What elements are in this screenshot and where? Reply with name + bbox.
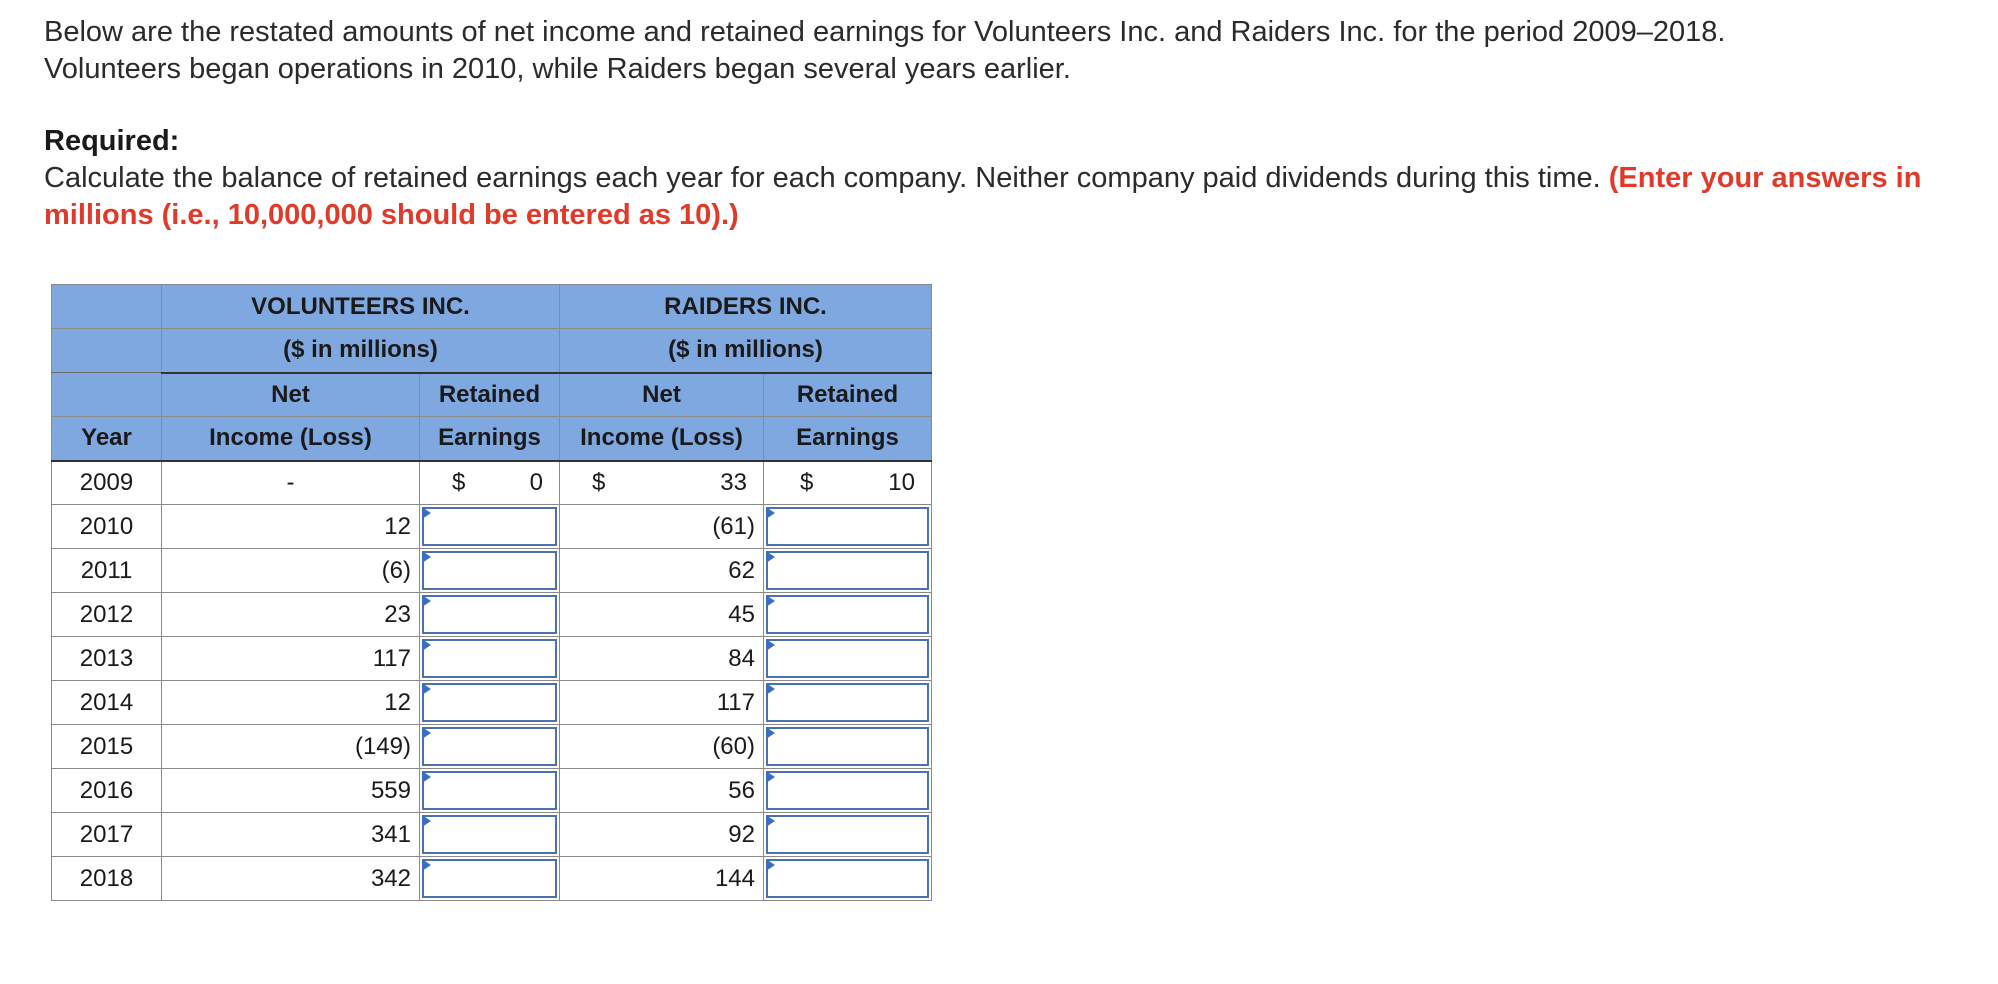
flag-marker-icon: [422, 771, 431, 783]
header-r-net-bottom: Income (Loss): [560, 417, 764, 461]
raiders-retained-earnings-input[interactable]: [768, 817, 927, 852]
instructions-highlight: (Enter your answers in millions (i.e., 10,000,000 should be entered as 10).): [44, 162, 1922, 231]
year-cell: 2011: [52, 549, 162, 593]
volunteers-retained-earnings-input[interactable]: [424, 729, 555, 764]
table-row: [52, 681, 932, 725]
volunteers-retained-earnings-input-cell: [420, 857, 560, 901]
raiders-retained-earnings-input[interactable]: [768, 861, 927, 896]
year-cell: 2009: [52, 461, 162, 505]
raiders-retained-earnings-input-cell: [764, 857, 932, 901]
table-row: [52, 769, 932, 813]
header-volunteers: VOLUNTEERS INC.: [162, 285, 560, 329]
year-cell: 2013: [52, 637, 162, 681]
dollar-sign: $: [800, 468, 814, 496]
instructions: [44, 160, 1944, 234]
table-row: [52, 549, 932, 593]
volunteers-net-income: 12: [162, 505, 420, 549]
flag-marker-icon: [422, 639, 431, 651]
volunteers-net-income: 559: [162, 769, 420, 813]
volunteers-retained-earnings-input[interactable]: [424, 553, 555, 588]
header-volunteers-units: ($ in millions): [162, 329, 560, 373]
volunteers-retained-earnings-input[interactable]: [424, 861, 555, 896]
flag-marker-icon: [422, 507, 431, 519]
raiders-net-income: (60): [560, 725, 764, 769]
dollar-sign: $: [592, 468, 606, 496]
volunteers-retained-earnings-input-box: [422, 859, 557, 898]
raiders-retained-earnings-input[interactable]: [768, 641, 927, 676]
raiders-retained-earnings-input[interactable]: [768, 509, 927, 544]
raiders-retained-earnings-input-box: [766, 727, 929, 766]
volunteers-retained-earnings-input-box: [422, 507, 557, 546]
raiders-net-income: 117: [560, 681, 764, 725]
raiders-retained-earnings-input[interactable]: [768, 773, 927, 808]
volunteers-retained-earnings-input-box: [422, 683, 557, 722]
flag-marker-icon: [766, 507, 775, 519]
table-row: [52, 505, 932, 549]
header-blank: [52, 285, 162, 329]
header-row-company: [52, 285, 932, 329]
year-cell: 2017: [52, 813, 162, 857]
volunteers-net-income: 342: [162, 857, 420, 901]
raiders-retained-earnings-input-cell: [764, 725, 932, 769]
table-row: [52, 593, 932, 637]
value: 33: [720, 468, 747, 496]
volunteers-retained-earnings-input-box: [422, 815, 557, 854]
raiders-net-income: 45: [560, 593, 764, 637]
raiders-retained-earnings-input-box: [766, 815, 929, 854]
raiders-net-income: (61): [560, 505, 764, 549]
table-row: [52, 857, 932, 901]
flag-marker-icon: [422, 859, 431, 871]
volunteers-retained-earnings-input[interactable]: [424, 773, 555, 808]
table-row-2009: [52, 461, 932, 505]
flag-marker-icon: [422, 683, 431, 695]
raiders-retained-earnings-input[interactable]: [768, 597, 927, 632]
raiders-retained-earnings-input-box: [766, 683, 929, 722]
value: 0: [529, 468, 543, 496]
raiders-retained-earnings-input-box: [766, 595, 929, 634]
flag-marker-icon: [422, 815, 431, 827]
flag-marker-icon: [766, 771, 775, 783]
year-cell: 2016: [52, 769, 162, 813]
year-cell: 2010: [52, 505, 162, 549]
volunteers-retained-earnings-input-cell: [420, 725, 560, 769]
raiders-net-income: [560, 461, 764, 505]
volunteers-retained-earnings: [420, 461, 560, 505]
volunteers-retained-earnings-input-box: [422, 639, 557, 678]
volunteers-retained-earnings-input-cell: [420, 769, 560, 813]
flag-marker-icon: [766, 859, 775, 871]
raiders-retained-earnings-input-cell: [764, 637, 932, 681]
flag-marker-icon: [422, 595, 431, 607]
flag-marker-icon: [766, 595, 775, 607]
header-row-col-top: [52, 373, 932, 417]
volunteers-net-income: (149): [162, 725, 420, 769]
flag-marker-icon: [766, 727, 775, 739]
volunteers-net-income: 341: [162, 813, 420, 857]
retained-earnings-table: [51, 284, 932, 901]
volunteers-net-income: 117: [162, 637, 420, 681]
required-heading: Required:: [44, 125, 180, 157]
raiders-retained-earnings-input-cell: [764, 769, 932, 813]
raiders-retained-earnings-input-cell: [764, 505, 932, 549]
table-row: [52, 813, 932, 857]
volunteers-retained-earnings-input[interactable]: [424, 817, 555, 852]
raiders-retained-earnings-input[interactable]: [768, 685, 927, 720]
header-v-net-bottom: Income (Loss): [162, 417, 420, 461]
value: 10: [888, 468, 915, 496]
raiders-retained-earnings-input-cell: [764, 681, 932, 725]
header-raiders: RAIDERS INC.: [560, 285, 932, 329]
header-v-net-top: Net: [162, 373, 420, 417]
year-cell: 2012: [52, 593, 162, 637]
flag-marker-icon: [766, 683, 775, 695]
header-v-re-top: Retained: [420, 373, 560, 417]
volunteers-retained-earnings-input-cell: [420, 681, 560, 725]
volunteers-retained-earnings-input[interactable]: [424, 509, 555, 544]
volunteers-retained-earnings-input-cell: [420, 549, 560, 593]
year-cell: 2015: [52, 725, 162, 769]
raiders-retained-earnings-input-box: [766, 507, 929, 546]
header-r-net-top: Net: [560, 373, 764, 417]
volunteers-net-income: 23: [162, 593, 420, 637]
raiders-retained-earnings-input-cell: [764, 813, 932, 857]
flag-marker-icon: [766, 639, 775, 651]
header-blank: [52, 329, 162, 373]
dollar-sign: $: [452, 468, 466, 496]
header-row-units: [52, 329, 932, 373]
header-raiders-units: ($ in millions): [560, 329, 932, 373]
header-blank: [52, 373, 162, 417]
raiders-retained-earnings-input-box: [766, 859, 929, 898]
volunteers-retained-earnings-input-cell: [420, 813, 560, 857]
volunteers-retained-earnings-input-box: [422, 771, 557, 810]
instructions-text: Calculate the balance of retained earnings each year for each company. Neither company paid dividends during this time.: [44, 162, 1609, 194]
raiders-net-income: 56: [560, 769, 764, 813]
volunteers-net-income: 12: [162, 681, 420, 725]
raiders-retained-earnings-input-box: [766, 639, 929, 678]
table-row: [52, 637, 932, 681]
intro-line-2: Volunteers began operations in 2010, while Raiders began several years earlier.: [44, 53, 1071, 85]
raiders-net-income: 84: [560, 637, 764, 681]
header-v-re-bottom: Earnings: [420, 417, 560, 461]
year-cell: 2018: [52, 857, 162, 901]
raiders-net-income: 144: [560, 857, 764, 901]
volunteers-net-income: (6): [162, 549, 420, 593]
volunteers-retained-earnings-input[interactable]: [424, 641, 555, 676]
volunteers-retained-earnings-input-box: [422, 727, 557, 766]
header-r-re-top: Retained: [764, 373, 932, 417]
raiders-retained-earnings-input-cell: [764, 549, 932, 593]
volunteers-retained-earnings-input[interactable]: [424, 685, 555, 720]
flag-marker-icon: [422, 727, 431, 739]
raiders-retained-earnings-input-box: [766, 551, 929, 590]
raiders-net-income: 62: [560, 549, 764, 593]
raiders-retained-earnings-input-cell: [764, 593, 932, 637]
flag-marker-icon: [422, 551, 431, 563]
intro-line-1: Below are the restated amounts of net income and retained earnings for Volunteers Inc. and Raiders Inc. for the period 2009–2018.: [44, 16, 1726, 48]
volunteers-net-income: -: [162, 461, 420, 505]
raiders-retained-earnings-input-box: [766, 771, 929, 810]
volunteers-retained-earnings-input-box: [422, 595, 557, 634]
flag-marker-icon: [766, 551, 775, 563]
table-row: [52, 725, 932, 769]
volunteers-retained-earnings-input-cell: [420, 637, 560, 681]
volunteers-retained-earnings-input-cell: [420, 505, 560, 549]
volunteers-retained-earnings-input-box: [422, 551, 557, 590]
intro-text: [44, 14, 1944, 88]
flag-marker-icon: [766, 815, 775, 827]
volunteers-retained-earnings-input[interactable]: [424, 597, 555, 632]
year-cell: 2014: [52, 681, 162, 725]
raiders-retained-earnings: [764, 461, 932, 505]
header-row-col-bottom: [52, 417, 932, 461]
raiders-retained-earnings-input[interactable]: [768, 553, 927, 588]
header-r-re-bottom: Earnings: [764, 417, 932, 461]
header-year: Year: [52, 417, 162, 461]
raiders-retained-earnings-input[interactable]: [768, 729, 927, 764]
volunteers-retained-earnings-input-cell: [420, 593, 560, 637]
raiders-net-income: 92: [560, 813, 764, 857]
